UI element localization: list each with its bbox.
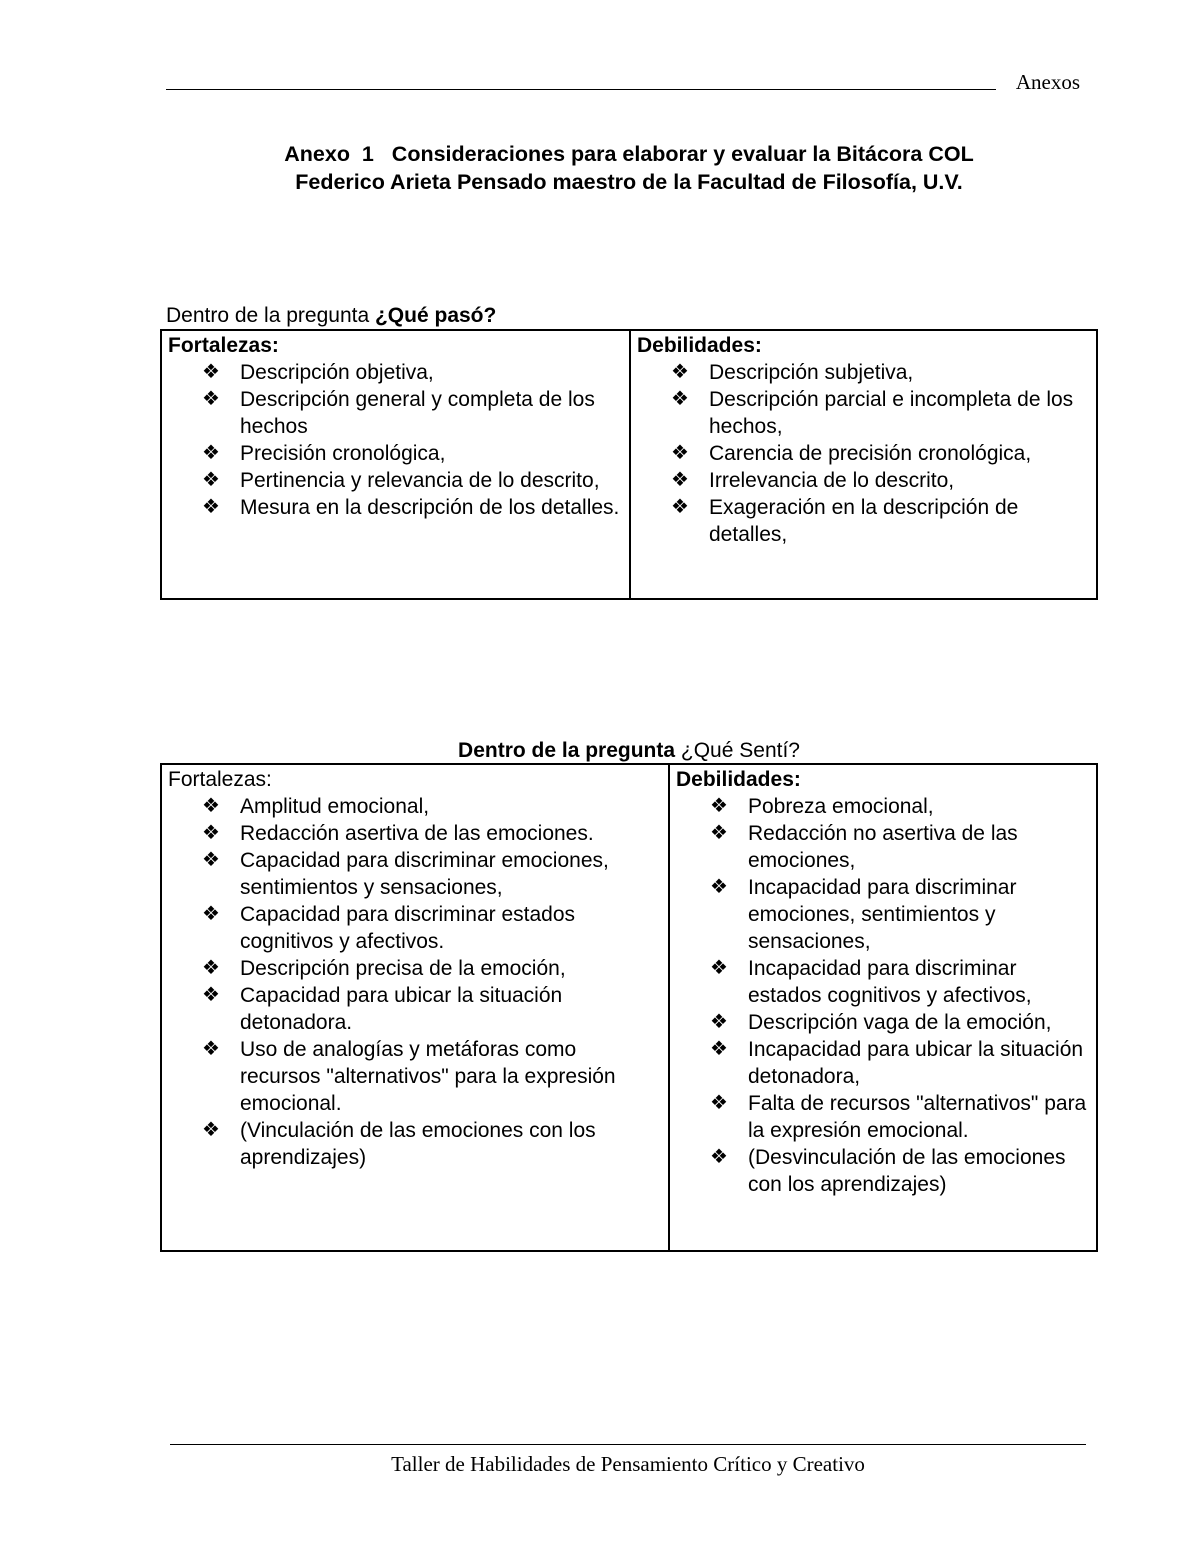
document-title xyxy=(0,140,1200,196)
list-item xyxy=(202,359,623,386)
list-item xyxy=(202,1036,662,1117)
list-item-text: Exageración en la descripción de detalles, xyxy=(709,496,1019,546)
header-rule xyxy=(166,89,996,90)
list-item-text: Pertinencia y relevancia de lo descrito, xyxy=(240,469,600,492)
diamond-bullet-icon: ❖ xyxy=(710,957,728,979)
section1-weaknesses-list xyxy=(637,359,1090,548)
section1-weaknesses-cell xyxy=(630,330,1097,599)
header-label: Anexos xyxy=(1015,70,1080,94)
list-item xyxy=(202,494,623,521)
list-item xyxy=(710,955,1090,1009)
list-item xyxy=(710,874,1090,955)
diamond-bullet-icon: ❖ xyxy=(202,469,220,491)
list-item-text: Precisión cronológica, xyxy=(240,442,446,465)
diamond-bullet-icon: ❖ xyxy=(202,822,220,844)
diamond-bullet-icon: ❖ xyxy=(202,903,220,925)
list-item-text: Redacción asertiva de las emociones. xyxy=(240,822,594,845)
diamond-bullet-icon: ❖ xyxy=(202,795,220,817)
list-item-text: Descripción subjetiva, xyxy=(709,361,914,384)
list-item-text: Descripción general y completa de los hechos xyxy=(240,388,595,438)
diamond-bullet-icon: ❖ xyxy=(671,442,689,464)
list-item xyxy=(671,386,1090,440)
diamond-bullet-icon: ❖ xyxy=(710,795,728,817)
footer-rule xyxy=(170,1444,1086,1445)
page-header xyxy=(166,68,1084,96)
list-item xyxy=(710,1036,1090,1090)
diamond-bullet-icon: ❖ xyxy=(710,1146,728,1168)
list-item-text: Descripción objetiva, xyxy=(240,361,434,384)
list-item-text: Capacidad para ubicar la situación detonadora. xyxy=(240,984,563,1034)
diamond-bullet-icon: ❖ xyxy=(202,388,220,410)
list-item xyxy=(202,982,662,1036)
list-item-text: (Vinculación de las emociones con los aprendizajes) xyxy=(240,1119,596,1169)
section1-strengths-cell xyxy=(161,330,630,599)
page-footer xyxy=(170,1444,1086,1477)
diamond-bullet-icon: ❖ xyxy=(710,1038,728,1060)
list-item-text: Carencia de precisión cronológica, xyxy=(709,442,1032,465)
list-item xyxy=(671,440,1090,467)
list-item-text: Descripción precisa de la emoción, xyxy=(240,957,566,980)
diamond-bullet-icon: ❖ xyxy=(202,849,220,871)
list-item-text: Descripción vaga de la emoción, xyxy=(748,1011,1052,1034)
list-item xyxy=(202,793,662,820)
section2-weaknesses-cell xyxy=(669,764,1097,1251)
section1-question: ¿Qué pasó? xyxy=(374,304,497,327)
diamond-bullet-icon: ❖ xyxy=(710,876,728,898)
list-item xyxy=(671,359,1090,386)
diamond-bullet-icon: ❖ xyxy=(671,496,689,518)
diamond-bullet-icon: ❖ xyxy=(202,1038,220,1060)
list-item-text: Falta de recursos "alternativos" para la expresión emocional. xyxy=(748,1092,1087,1142)
section2-weaknesses-list xyxy=(676,793,1090,1198)
section1-table xyxy=(160,329,1098,600)
list-item-text: Amplitud emocional, xyxy=(240,795,430,818)
list-item xyxy=(710,820,1090,874)
section1-strengths-heading: Fortalezas: xyxy=(168,334,279,357)
title-line-2: Federico Arieta Pensado maestro de la Facultad de Filosofía, U.V. xyxy=(295,170,963,194)
section1-intro: Dentro de la pregunta xyxy=(166,304,375,327)
list-item xyxy=(202,901,662,955)
section2-strengths-list xyxy=(168,793,662,1171)
diamond-bullet-icon: ❖ xyxy=(202,1119,220,1141)
diamond-bullet-icon: ❖ xyxy=(671,361,689,383)
section1-heading xyxy=(166,304,496,328)
list-item xyxy=(202,440,623,467)
section2-strengths-cell xyxy=(161,764,669,1251)
list-item xyxy=(202,1117,662,1171)
list-item-text: Incapacidad para discriminar estados cognitivos y afectivos, xyxy=(748,957,1032,1007)
list-item xyxy=(202,467,623,494)
list-item-text: Capacidad para discriminar emociones, sentimientos y sensaciones, xyxy=(240,849,609,899)
diamond-bullet-icon: ❖ xyxy=(202,984,220,1006)
list-item-text: Incapacidad para ubicar la situación detonadora, xyxy=(748,1038,1084,1088)
section2-weaknesses-heading: Debilidades: xyxy=(676,768,801,791)
list-item xyxy=(202,386,623,440)
list-item xyxy=(202,820,662,847)
list-item-text: Descripción parcial e incompleta de los hechos, xyxy=(709,388,1074,438)
diamond-bullet-icon: ❖ xyxy=(710,1092,728,1114)
diamond-bullet-icon: ❖ xyxy=(202,957,220,979)
diamond-bullet-icon: ❖ xyxy=(202,496,220,518)
section2-strengths-heading: Fortalezas: xyxy=(168,768,272,791)
list-item-text: Pobreza emocional, xyxy=(748,795,934,818)
list-item-text: (Desvinculación de las emociones con los aprendizajes) xyxy=(748,1146,1066,1196)
list-item xyxy=(710,1090,1090,1144)
list-item-text: Redacción no asertiva de las emociones, xyxy=(748,822,1018,872)
diamond-bullet-icon: ❖ xyxy=(202,442,220,464)
list-item xyxy=(202,955,662,982)
diamond-bullet-icon: ❖ xyxy=(710,1011,728,1033)
list-item-text: Mesura en la descripción de los detalles. xyxy=(240,496,620,519)
title-line-1: Anexo 1 Consideraciones para elaborar y evaluar la Bitácora COL xyxy=(284,142,974,166)
list-item-text: Uso de analogías y metáforas como recursos "alternativos" para la expresión emocional. xyxy=(240,1038,616,1115)
diamond-bullet-icon: ❖ xyxy=(671,388,689,410)
diamond-bullet-icon: ❖ xyxy=(671,469,689,491)
footer-text: Taller de Habilidades de Pensamiento Crítico y Creativo xyxy=(391,1452,865,1476)
diamond-bullet-icon: ❖ xyxy=(710,822,728,844)
list-item xyxy=(710,1144,1090,1198)
list-item-text: Capacidad para discriminar estados cognitivos y afectivos. xyxy=(240,903,576,953)
list-item xyxy=(671,494,1090,548)
section2-intro: Dentro de la pregunta xyxy=(458,739,676,762)
list-item-text: Incapacidad para discriminar emociones, sentimientos y sensaciones, xyxy=(748,876,1017,953)
section2-question: ¿Qué Sentí? xyxy=(675,739,800,762)
diamond-bullet-icon: ❖ xyxy=(202,361,220,383)
list-item xyxy=(202,847,662,901)
list-item-text: Irrelevancia de lo descrito, xyxy=(709,469,955,492)
list-item xyxy=(671,467,1090,494)
section1-strengths-list xyxy=(168,359,623,521)
section2-heading xyxy=(160,739,1098,763)
list-item xyxy=(710,1009,1090,1036)
section2-table xyxy=(160,763,1098,1252)
section1-weaknesses-heading: Debilidades: xyxy=(637,334,762,357)
list-item xyxy=(710,793,1090,820)
